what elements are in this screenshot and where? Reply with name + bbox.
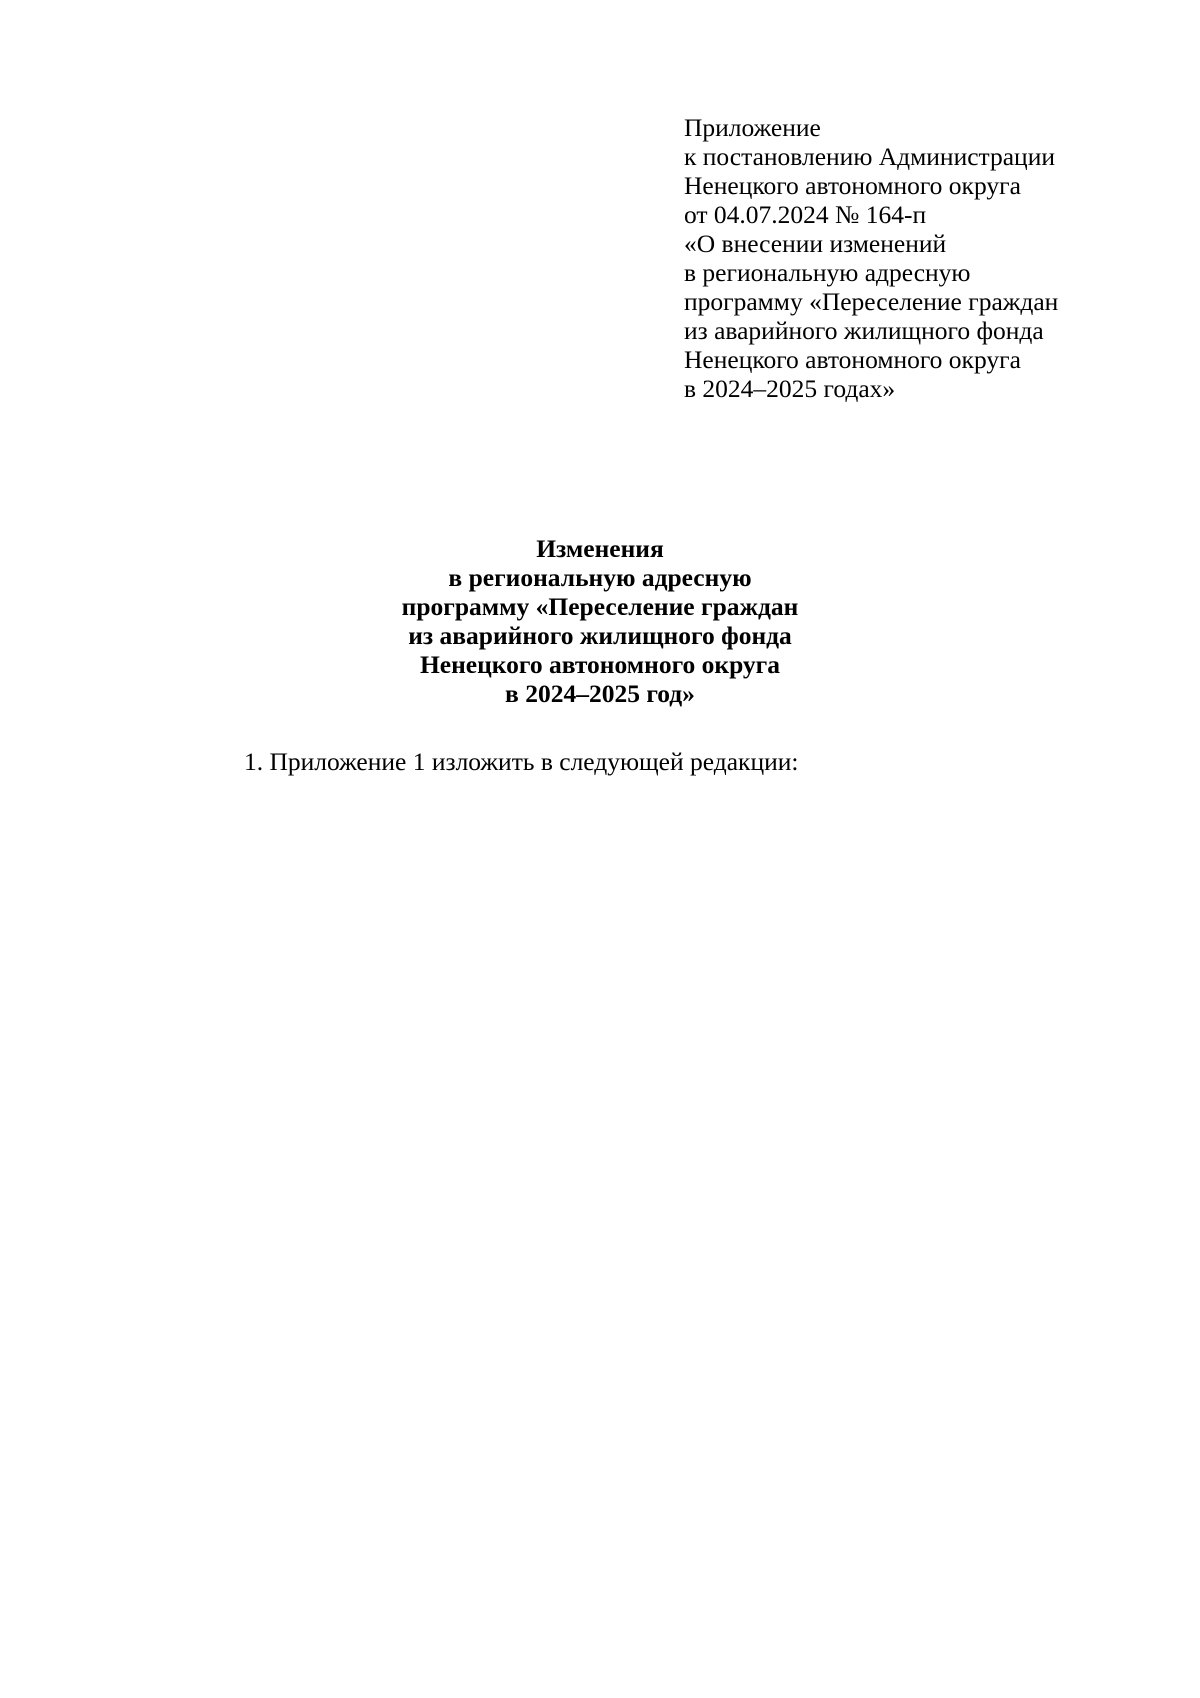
appendix-line: Приложение [684, 113, 821, 142]
appendix-line: от 04.07.2024 № 164-п [684, 200, 927, 229]
appendix-line: программу «Переселение граждан [684, 287, 1059, 316]
title-line: в региональную адресную [448, 563, 752, 592]
appendix-line: «О внесении изменений [684, 229, 947, 258]
body-paragraph: 1. Приложение 1 изложить в следующей редакции: [244, 747, 799, 776]
appendix-line: из аварийного жилищного фонда [684, 316, 1044, 345]
title-line: программу «Переселение граждан [401, 592, 799, 621]
document-title [300, 534, 900, 708]
title-line: в 2024–2025 год» [505, 679, 695, 708]
appendix-line: Ненецкого автономного округа [684, 345, 1021, 374]
title-line: из аварийного жилищного фонда [408, 621, 792, 650]
appendix-line: к постановлению Администрации [684, 142, 1055, 171]
appendix-line: в региональную адресную [684, 258, 971, 287]
title-line: Ненецкого автономного округа [419, 650, 781, 679]
appendix-line: Ненецкого автономного округа [684, 171, 1021, 200]
appendix-line: в 2024–2025 годах» [684, 374, 896, 403]
appendix-header [684, 113, 1124, 403]
title-line: Изменения [536, 534, 664, 563]
